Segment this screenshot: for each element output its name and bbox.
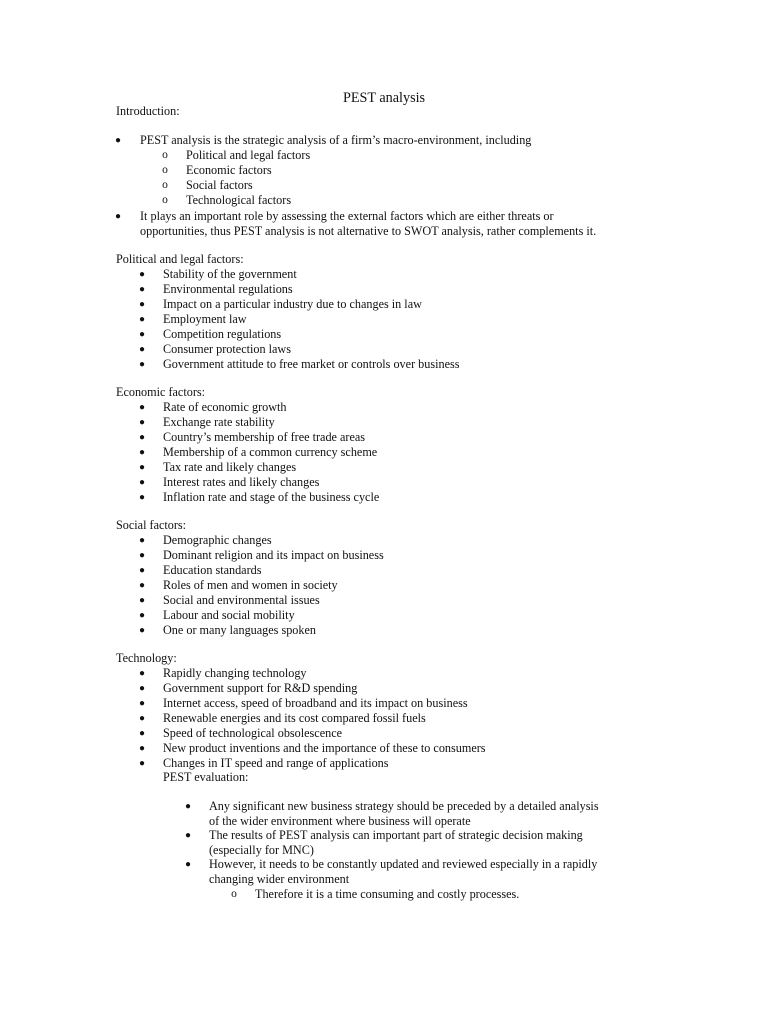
- social-heading: Social factors:: [116, 518, 187, 532]
- bullet-icon: ●: [138, 683, 146, 694]
- list-item: New product inventions and the importance of these to consumers: [163, 741, 486, 755]
- list-item: Speed of technological obsolescence: [163, 726, 343, 740]
- list-item: Government attitude to free market or controls over business: [163, 357, 460, 371]
- bullet-icon: ●: [138, 359, 146, 370]
- intro-item-2-line-2: opportunities, thus PEST analysis is not alternative to SWOT analysis, rather complements it.: [140, 224, 597, 238]
- list-item: Tax rate and likely changes: [163, 460, 297, 474]
- list-item: Government support for R&D spending: [163, 681, 358, 695]
- bullet-icon: ●: [138, 758, 146, 769]
- bullet-icon: ●: [138, 610, 146, 621]
- list-item: Rate of economic growth: [163, 400, 287, 414]
- list-item: Renewable energies and its cost compared fossil fuels: [163, 711, 426, 725]
- bullet-icon: ●: [138, 462, 146, 473]
- bullet-icon: ●: [138, 299, 146, 310]
- bullet-icon: ●: [138, 743, 146, 754]
- list-item: Stability of the government: [163, 267, 297, 281]
- bullet-icon: ●: [138, 492, 146, 503]
- bullet-icon: ●: [138, 284, 146, 295]
- intro-subitem: Economic factors: [186, 163, 272, 177]
- list-item: Changes in IT speed and range of applications: [163, 756, 389, 770]
- technology-heading: Technology:: [116, 651, 177, 665]
- bullet-icon: ●: [138, 580, 146, 591]
- list-item: Impact on a particular industry due to changes in law: [163, 297, 422, 311]
- bullet-icon: ●: [138, 402, 146, 413]
- evaluation-heading: PEST evaluation:: [163, 770, 249, 784]
- list-item: Inflation rate and stage of the business cycle: [163, 490, 380, 504]
- bullet-icon: ●: [138, 698, 146, 709]
- circle-bullet-icon: o: [162, 194, 168, 206]
- intro-subitem: Technological factors: [186, 193, 292, 207]
- list-item: Country’s membership of free trade areas: [163, 430, 366, 444]
- circle-bullet-icon: o: [162, 149, 168, 161]
- bullet-icon: ●: [138, 713, 146, 724]
- evaluation-item-3-line-2: changing wider environment: [209, 872, 350, 886]
- list-item: Rapidly changing technology: [163, 666, 307, 680]
- list-item: Education standards: [163, 563, 262, 577]
- bullet-icon: ●: [114, 211, 122, 222]
- bullet-icon: ●: [138, 565, 146, 576]
- bullet-icon: ●: [114, 135, 122, 146]
- economic-heading: Economic factors:: [116, 385, 206, 399]
- bullet-icon: ●: [138, 668, 146, 679]
- evaluation-item-2-line-2: (especially for MNC): [209, 843, 314, 857]
- bullet-icon: ●: [138, 432, 146, 443]
- bullet-icon: ●: [138, 550, 146, 561]
- list-item: Interest rates and likely changes: [163, 475, 320, 489]
- political-heading: Political and legal factors:: [116, 252, 244, 266]
- bullet-icon: ●: [184, 801, 192, 812]
- circle-bullet-icon: o: [162, 179, 168, 191]
- bullet-icon: ●: [184, 830, 192, 841]
- list-item: Membership of a common currency scheme: [163, 445, 378, 459]
- list-item: Social and environmental issues: [163, 593, 320, 607]
- bullet-icon: ●: [138, 269, 146, 280]
- introduction-heading: Introduction:: [116, 104, 180, 118]
- bullet-icon: ●: [138, 417, 146, 428]
- list-item: Roles of men and women in society: [163, 578, 338, 592]
- intro-item-1: PEST analysis is the strategic analysis of a firm’s macro-environment, including: [140, 133, 532, 147]
- list-item: Labour and social mobility: [163, 608, 295, 622]
- bullet-icon: ●: [138, 344, 146, 355]
- bullet-icon: ●: [138, 595, 146, 606]
- list-item: Dominant religion and its impact on business: [163, 548, 384, 562]
- list-item: Environmental regulations: [163, 282, 293, 296]
- list-item: Demographic changes: [163, 533, 272, 547]
- evaluation-item-1-line-2: of the wider environment where business will operate: [209, 814, 471, 828]
- circle-bullet-icon: o: [231, 888, 237, 900]
- page-title: PEST analysis: [342, 90, 426, 106]
- list-item: Internet access, speed of broadband and its impact on business: [163, 696, 468, 710]
- intro-subitem: Social factors: [186, 178, 253, 192]
- intro-subitem: Political and legal factors: [186, 148, 311, 162]
- list-item: Consumer protection laws: [163, 342, 291, 356]
- evaluation-item-2-line-1: The results of PEST analysis can important part of strategic decision making: [209, 828, 583, 842]
- bullet-icon: ●: [138, 625, 146, 636]
- bullet-icon: ●: [138, 477, 146, 488]
- list-item: Exchange rate stability: [163, 415, 275, 429]
- bullet-icon: ●: [138, 314, 146, 325]
- intro-item-2-line-1: It plays an important role by assessing the external factors which are either threats or: [140, 209, 554, 223]
- bullet-icon: ●: [138, 329, 146, 340]
- circle-bullet-icon: o: [162, 164, 168, 176]
- bullet-icon: ●: [138, 535, 146, 546]
- evaluation-subitem: Therefore it is a time consuming and costly processes.: [255, 887, 520, 901]
- evaluation-item-1-line-1: Any significant new business strategy should be preceded by a detailed analysis: [209, 799, 599, 813]
- evaluation-item-3-line-1: However, it needs to be constantly updated and reviewed especially in a rapidly: [209, 857, 598, 871]
- list-item: Competition regulations: [163, 327, 282, 341]
- bullet-icon: ●: [138, 447, 146, 458]
- list-item: One or many languages spoken: [163, 623, 316, 637]
- list-item: Employment law: [163, 312, 247, 326]
- bullet-icon: ●: [184, 859, 192, 870]
- bullet-icon: ●: [138, 728, 146, 739]
